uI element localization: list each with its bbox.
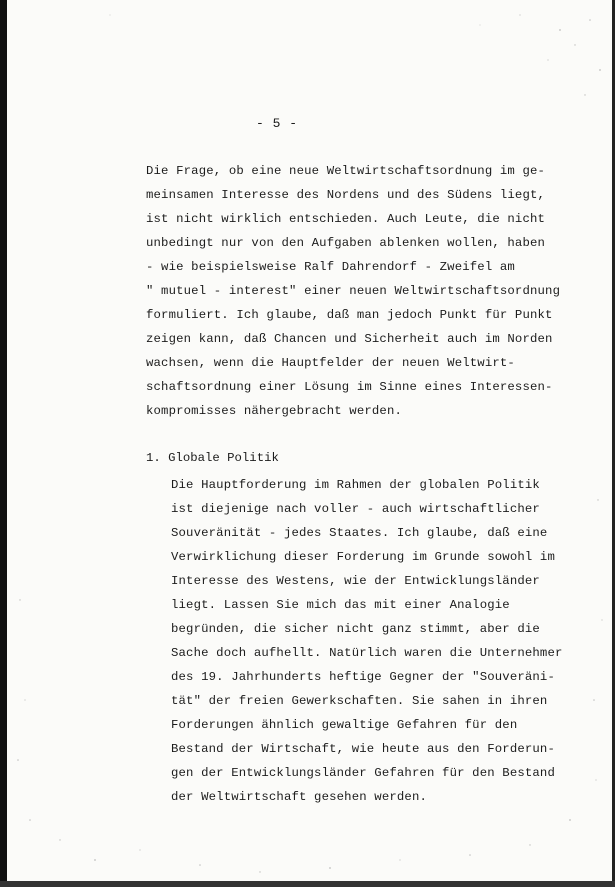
- text-line: formuliert. Ich glaube, daß man jedoch Punkt für Punkt: [146, 308, 553, 322]
- text-line: Die Frage, ob eine neue Weltwirtschaftsordnung im ge-: [146, 164, 546, 178]
- text-line: wachsen, wenn die Hauptfelder der neuen Weltwirt-: [146, 356, 515, 370]
- text-line: zeigen kann, daß Chancen und Sicherheit auch im Norden: [146, 332, 553, 346]
- page-number: - 5 -: [256, 116, 298, 131]
- text-line: kompromisses nähergebracht werden.: [146, 404, 402, 418]
- text-line: ist diejenige nach voller - auch wirtschaftlicher: [171, 502, 540, 516]
- text-line: - wie beispielsweise Ralf Dahrendorf - Zweifel am: [146, 260, 515, 274]
- scan-edge-bottom: [0, 881, 615, 887]
- section-heading: 1. Globale Politik: [146, 451, 279, 465]
- text-line: Interesse des Westens, wie der Entwicklungsländer: [171, 574, 540, 588]
- text-line: Bestand der Wirtschaft, wie heute aus den Forderun-: [171, 742, 555, 756]
- text-line: Sache doch aufhellt. Natürlich waren die Unternehmer: [171, 646, 563, 660]
- text-line: tät" der freien Gewerkschaften. Sie sahen in ihren: [171, 694, 548, 708]
- text-line: " mutuel - interest" einer neuen Weltwirtschaftsordnung: [146, 284, 561, 298]
- text-line: ist nicht wirklich entschieden. Auch Leute, die nicht: [146, 212, 546, 226]
- scan-edge-left: [0, 0, 7, 887]
- text-line: liegt. Lassen Sie mich das mit einer Analogie: [171, 598, 510, 612]
- text-line: Die Hauptforderung im Rahmen der globalen Politik: [171, 478, 540, 492]
- text-line: der Weltwirtschaft gesehen werden.: [171, 790, 427, 804]
- text-line: Forderungen ähnlich gewaltige Gefahren für den: [171, 718, 518, 732]
- text-line: meinsamen Interesse des Nordens und des Südens liegt,: [146, 188, 546, 202]
- text-line: gen der Entwicklungsländer Gefahren für den Bestand: [171, 766, 555, 780]
- text-line: unbedingt nur von den Aufgaben ablenken wollen, haben: [146, 236, 546, 250]
- text-line: begründen, die sicher nicht ganz stimmt, aber die: [171, 622, 540, 636]
- text-line: des 19. Jahrhunderts heftige Gegner der "Souveräni-: [171, 670, 555, 684]
- text-line: Verwirklichung dieser Forderung im Grunde sowohl im: [171, 550, 555, 564]
- text-line: Souveränität - jedes Staates. Ich glaube, daß eine: [171, 526, 548, 540]
- text-line: schaftsordnung einer Lösung im Sinne eines Interessen-: [146, 380, 553, 394]
